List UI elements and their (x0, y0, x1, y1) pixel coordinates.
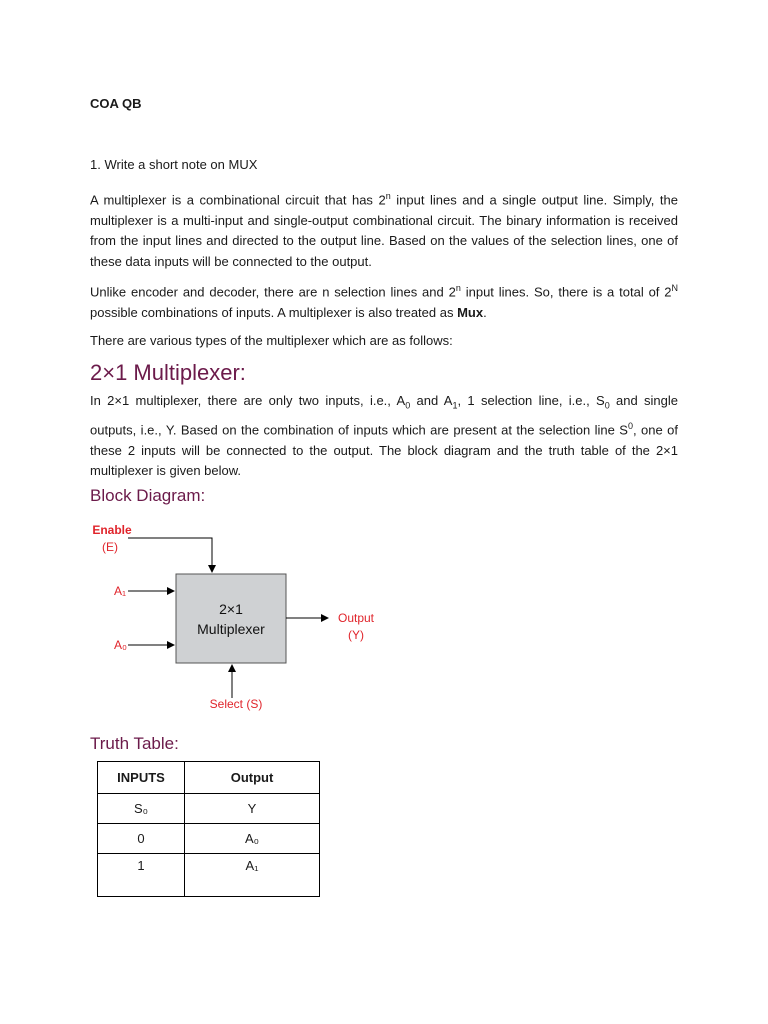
output-sub-label: (Y) (348, 628, 364, 642)
text-run: In 2×1 multiplexer, there are only two inputs, i.e., A (90, 393, 406, 408)
paragraph-selection-lines (90, 278, 678, 323)
box-label-line2: Multiplexer (197, 621, 265, 637)
text-run: , one of these 2 inputs will be connected to the output. The block diagram and the truth table of the 2×1 multiplexer is given below. (90, 422, 678, 479)
paragraph-2x1-description (90, 391, 678, 482)
text-run: , 1 selection line, i.e., S (457, 393, 605, 408)
text-run: Unlike encoder and decoder, there are n selection lines and 2 (90, 284, 456, 300)
enable-arrow (128, 538, 212, 572)
truth-table (97, 761, 320, 897)
subscript: 0 (604, 400, 610, 411)
enable-label: Enable (92, 523, 132, 537)
text-run: A multiplexer is a combinational circuit that has 2 (90, 192, 386, 208)
text-run: and A (410, 393, 453, 408)
heading-2x1-multiplexer: 2×1 Multiplexer: (90, 360, 246, 385)
box-label-line1: 2×1 (219, 601, 243, 617)
header-cell-output: Output (185, 762, 320, 794)
text-run: input lines and a single output line. Simply, the multiplexer is a multi-input and single-output combinational circuit. The binary information is received from the input lines and directed to the output line. Based on the values of the selection lines, one of these data inputs will be connected to the output. (90, 192, 679, 269)
header-cell-inputs: INPUTS (98, 762, 185, 794)
text-run: . (483, 304, 487, 320)
subscript: 0 (405, 400, 411, 411)
a0-label: A₀ (114, 638, 127, 652)
superscript: 0 (627, 421, 633, 432)
superscript: N (671, 283, 678, 293)
table-row (98, 824, 320, 854)
table-row (98, 854, 320, 897)
table-cell: Y (185, 794, 320, 824)
table-cell: 1 (98, 854, 185, 897)
table-cell: 0 (98, 824, 185, 854)
select-label: Select (S) (209, 697, 263, 711)
block-diagram (90, 518, 390, 718)
enable-sub-label: (E) (102, 540, 118, 554)
document-title: COA QB (90, 96, 142, 111)
question-heading: 1. Write a short note on MUX (90, 157, 258, 172)
table-cell: A₀ (185, 824, 320, 854)
table-header-row (98, 762, 320, 794)
text-run: possible combinations of inputs. A multiplexer is also treated as (90, 304, 458, 320)
table-cell: A₁ (185, 854, 320, 897)
heading-block-diagram: Block Diagram: (90, 486, 206, 505)
table-cell: S₀ (98, 794, 185, 824)
subscript: 1 (452, 400, 458, 411)
table-row (98, 794, 320, 824)
heading-truth-table: Truth Table: (90, 734, 179, 753)
superscript: n (385, 191, 391, 201)
output-label: Output (337, 611, 375, 625)
a1-label: A₁ (114, 584, 127, 598)
multiplexer-box (176, 574, 286, 663)
text-run: and single outputs, i.e., Y. Based on the combination of inputs which are present at the selection line S (90, 393, 679, 438)
bold-term: Mux (457, 304, 484, 320)
paragraph-mux-definition (90, 186, 678, 272)
paragraph-types-intro: There are various types of the multiplexer which are as follows: (90, 333, 453, 348)
superscript: n (455, 283, 461, 293)
text-run: input lines. So, there is a total of 2 (460, 284, 672, 300)
